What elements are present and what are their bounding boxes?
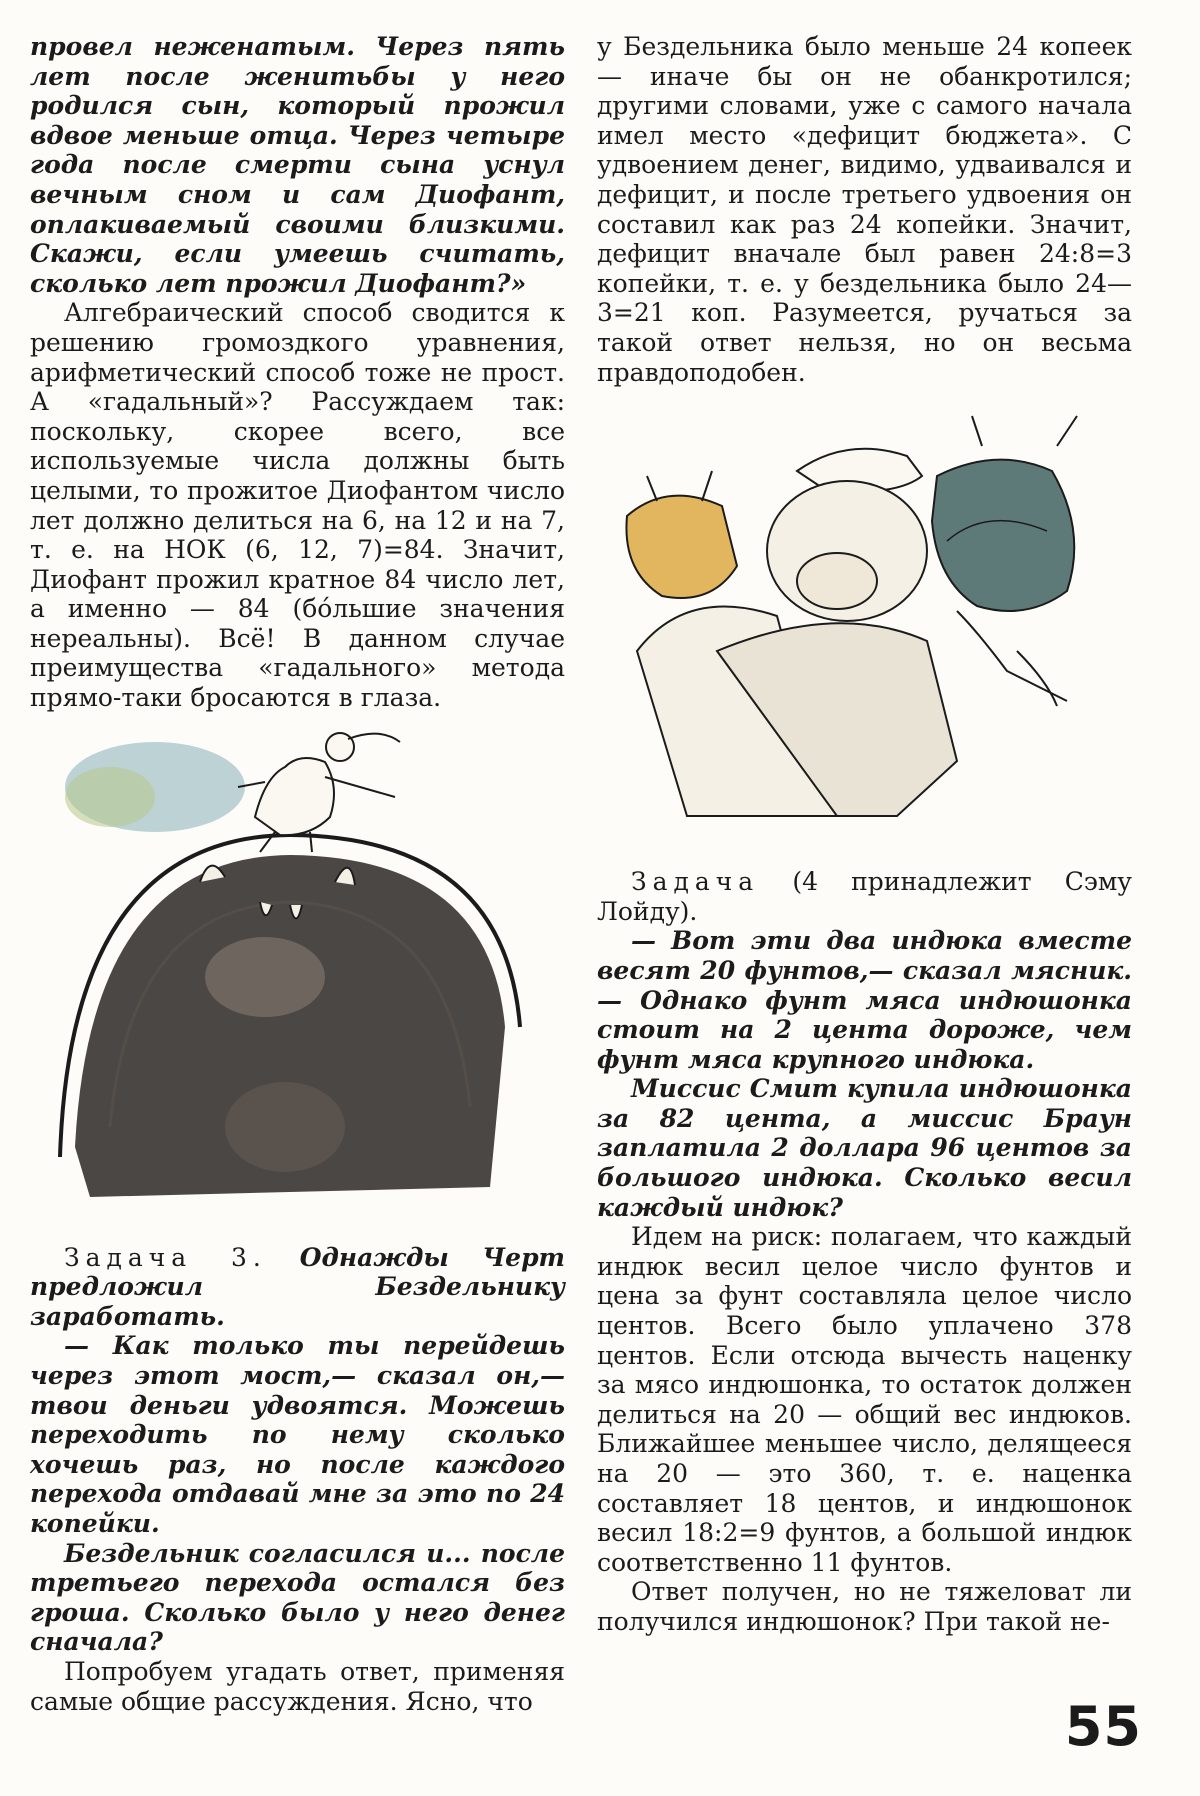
right-column [597, 32, 1132, 1637]
left-paragraph-1: провел неженатым. Через пять лет после женитьбы у него родился сын, который прожил вдвое меньше отца. Через четыре года после смерти сына уснул вечным сном и сам Диофант, оплакиваемый своими близкими. Скажи, если умеешь считать, сколько лет прожил Диофант?» [30, 32, 565, 298]
task3-paragraph-3: Бездельник согласился и... после третьего перехода остался без гроша. Сколько было у него денег сначала? [30, 1538, 565, 1657]
task3-paragraph-1 [30, 1243, 565, 1332]
task3-text: Однажды Черт предложил Бездельнику заработать. [30, 1242, 566, 1331]
task4-paragraph-1 [597, 867, 1132, 926]
task4-label: Задача [631, 867, 760, 897]
left-paragraph-last: Попробуем угадать ответ, применяя самые общие рассуждения. Ясно, что [30, 1656, 565, 1716]
page-number: 55 [1064, 1695, 1142, 1758]
right-paragraph-1: у Бездельника было меньше 24 копеек — иначе бы он не обанкротился; другими словами, уже с самого начала имел место «дефицит бюджета». С удвоением денег, видимо, удваивался и дефицит, и после третьего удвоения он составил как раз 24 копейки. Значит, дефицит вначале был равен 24:8=3 копейки, т. е. у бездельника было 24—3=21 коп. Разумеется, ручаться за такой ответ нельзя, но он весьма правдоподобен. [597, 32, 1132, 387]
left-paragraph-2: Алгебраический способ сводится к решению громоздкого уравнения, арифметический способ тоже не прост. А «гадальный»? Рассуждаем так: поскольку, скорее всего, все используемые числа должны быть целыми, то прожитое Диофантом число лет должно делиться на 6, на 12 и на 7, т. е. на НОК (6, 12, 7)=84. Значит, Диофант прожил кратное 84 число лет, а именно — 84 (бо́льшие значения нереальны). Всё! В данном случае преимущества «гадального» метода прямо-таки бросаются в глаза. [30, 298, 565, 713]
task4-text: (4 принадлежит Сэму Лойду). [597, 867, 1132, 926]
butcher-turkeys-illustration [597, 401, 1132, 851]
right-paragraph-solution: Идем на риск: полагаем, что каждый индюк весил целое число фунтов и цена за фунт составляла целое число центов. Всего было уплачено 378 центов. Если отсюда вычесть наценку за мясо индюшонка, то остаток должен делиться на 20 — общий вес индюков. Ближайшее меньшее число, делящееся на 20 — это 360, т. е. наценка составляет 18 центов, и индюшонок весил 18:2=9 фунтов, а большой индюк соответственно 11 фунтов. [597, 1222, 1132, 1577]
task3-paragraph-2: — Как только ты перейдешь через этот мост,— сказал он,— твои деньги удвоятся. Можешь переходить по нему сколько хочешь раз, но после каждого перехода отдавай мне за это по 24 копейки. [30, 1331, 565, 1538]
devil-bridge-illustration [50, 727, 540, 1227]
task4-paragraph-2: — Вот эти два индюка вместе весят 20 фунтов,— сказал мясник.— Однако фунт мяса индюшонка стоит на 2 цента дороже, чем фунт мяса крупного индюка. [597, 926, 1132, 1074]
task4-paragraph-3: Миссис Смит купила индюшонка за 82 цента, а миссис Браун заплатила 2 доллара 96 центов за большого индюка. Сколько весил каждый индюк? [597, 1074, 1132, 1222]
left-column [30, 32, 565, 1716]
right-paragraph-last: Ответ получен, но не тяжеловат ли получился индюшонок? При такой не- [597, 1577, 1132, 1636]
task3-label: Задача 3. [64, 1242, 267, 1272]
